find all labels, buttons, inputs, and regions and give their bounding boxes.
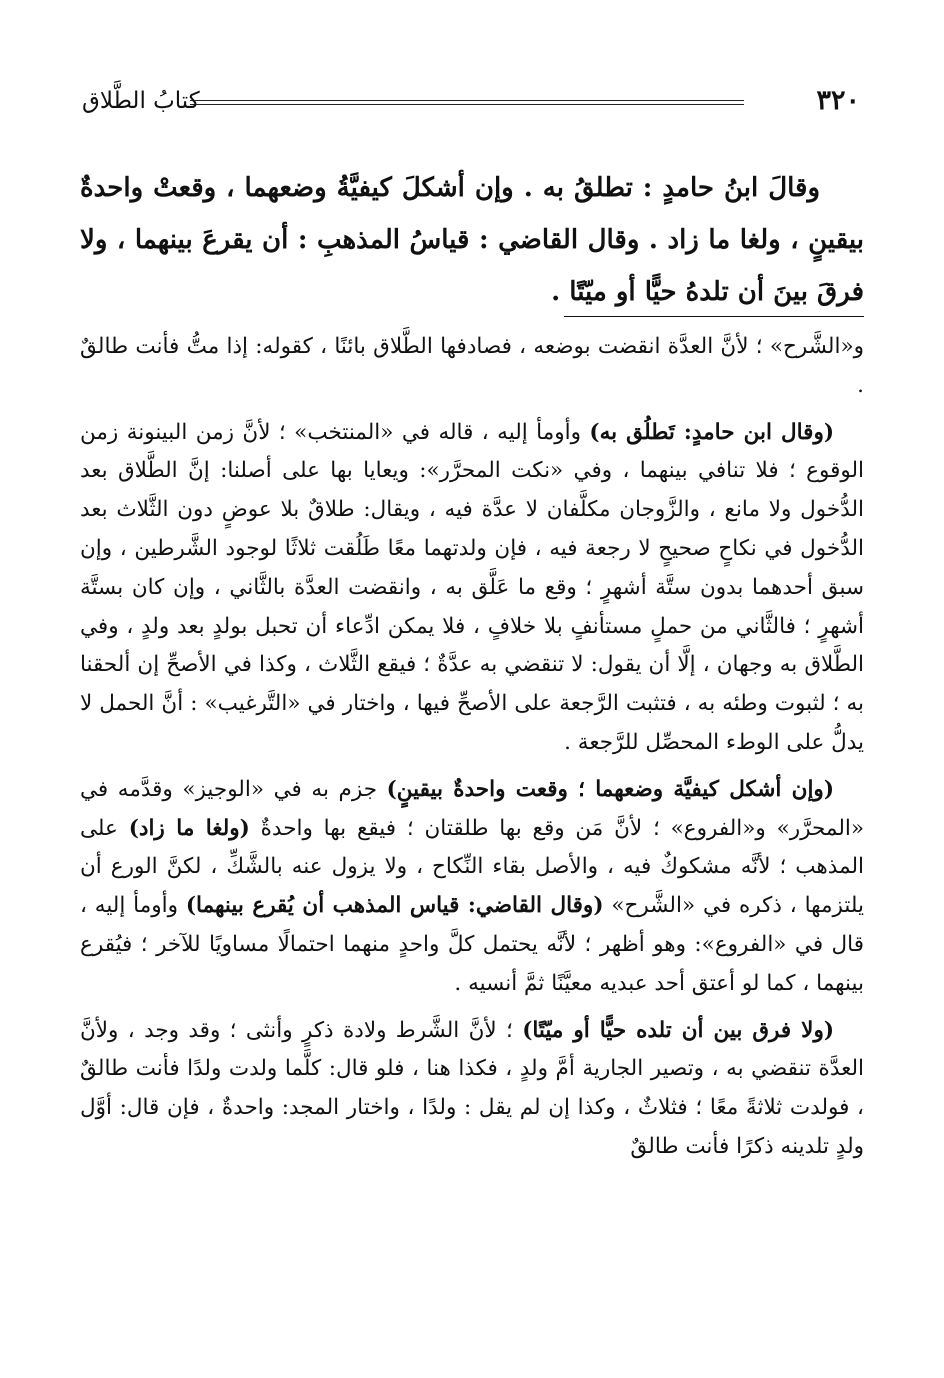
main-text	[80, 162, 864, 318]
commentary	[80, 328, 864, 1175]
commentary-paragraph-2	[80, 414, 864, 763]
page-number: ٣٢٠	[816, 85, 860, 116]
quoted-matn: (وقال القاضي: قياس المذهب أن يُقرع بينهما)	[185, 893, 604, 919]
page-header	[82, 84, 860, 120]
commentary-paragraph-4	[80, 1012, 864, 1167]
paragraph-text: وأومأ إليه ، قاله في «المنتخب» ؛ لأنَّ زمن البينونة زمن الوقوع ؛ فلا تنافي بينهما ، وفي «نكت المحرَّر»: ويعايا بها على أصلنا: إنَّ الطَّلاق بعد الدُّخول ولا مانع ، والزَّوجان مكلَّفان لا عدَّة فيه ، ويقال: طلاقٌ بلا عوضٍ دون الثَّلاث بعد الدُّخول في نكاحٍ صحيحٍ لا رجعة فيه ، فإن ولدتهما معًا طَلُقت ثلاثًا لوجود الشَّرطين ، وإن سبق أحدهما بدون ستَّة أشهرٍ ؛ وقع ما عَلَّق به ، وانقضت العدَّة بالثَّاني ، وإن كان بستَّة أشهرٍ ؛ فالثَّاني من حملٍ مستأنفٍ بلا خلافٍ ، فلا يمكن ادِّعاء أن تحبل بولدٍ بعد ولدٍ ، وفي الطَّلاق به وجهان ، إلَّا أن يقول: لا تنقضي به عدَّةٌ ؛ فيقع الثَّلاث ، وكذا في الأصحِّ إن ألحقنا به ؛ لثبوت وطئه به ، فتثبت الرَّجعة على الأصحِّ فيها ، واختار في «التَّرغيب» : أنَّ الحمل لا يدلُّ على الوطء المحصِّل للرَّجعة .	[80, 419, 864, 755]
running-title: كتابُ الطَّلاق	[82, 88, 200, 114]
paragraph-text: وأومأ إليه ، قال في «الفروع»: وهو أظهر ؛ لأنَّه يحتمل كلَّ واحدٍ منهما احتمالًا مساويًا للآخر ؛ فيُقرع بينهما ، كما لو أعتق أحد عبديه معيَّنًا ثمَّ أنسيه .	[80, 893, 864, 996]
commentary-paragraph-3	[80, 771, 864, 1004]
paragraph-text: على المذهب ؛ لأنَّه مشكوكٌ فيه ، والأصل بقاء النِّكاح ، ولا يزول عنه بالشَّكِّ ، لكنَّ الورع أن يلتزمها ، ذكره في «الشَّرح»	[80, 815, 865, 919]
paragraph-text: و«الشَّرح» ؛ لأنَّ العدَّة انقضت بوضعه ، فصادفها الطَّلاق بائنًا ، كقوله: إذا متُّ فأنت طالقٌ .	[80, 334, 864, 398]
paragraph-text: جزم به في «الوجيز» وقدَّمه في «المحرَّر» و«الفروع» ؛ لأنَّ مَن وقع بها طلقتان ؛ فيقع بها واحدةٌ	[80, 776, 865, 841]
quoted-matn: (ولا فرق بين أن تلده حيًّا أو ميّتًا)	[522, 1017, 834, 1043]
header-rule-double	[190, 104, 744, 105]
footnote-divider	[564, 316, 864, 317]
quoted-matn: (وإن أشكل كيفيَّة وضعهما ؛ وقعت واحدةٌ بيقينٍ)	[386, 776, 834, 802]
commentary-paragraph-1	[80, 328, 864, 406]
quoted-matn: (وقال ابن حامدٍ: تَطلُق به)	[589, 419, 834, 445]
paragraph-text: ؛ لأنَّ الشَّرط ولادة ذكرٍ وأنثى ؛ وقد وجد ، ولأنَّ العدَّة تنقضي به ، وتصير الجارية أمَّ ولدٍ ، فكذا هنا ، فلو قال: كلَّما ولدت ولدًا فأنت طالقٌ ، فولدت ثلاثةً معًا ؛ فثلاثٌ ، وكذا إن لم يقل : ولدًا ، واختار المجد: واحدةٌ ، فإن قال: أوَّل ولدٍ تلدينه ذكرًا فأنت طالقٌ	[80, 1017, 864, 1159]
header-rule	[190, 100, 744, 101]
quoted-matn: (ولغا ما زاد)	[128, 815, 250, 841]
main-text-body: وقالَ ابنُ حامدٍ : تطلقُ به . وإن أشكلَ كيفيَّةُ وضعهما ، وقعتْ واحدةٌ بيقينٍ ، ولغا ما زاد . وقال القاضي : قياسُ المذهبِ : أن يقرعَ بينهما ، ولا فرقَ بينَ أن تلدهُ حيًّا أو ميّتًا .	[80, 173, 864, 307]
